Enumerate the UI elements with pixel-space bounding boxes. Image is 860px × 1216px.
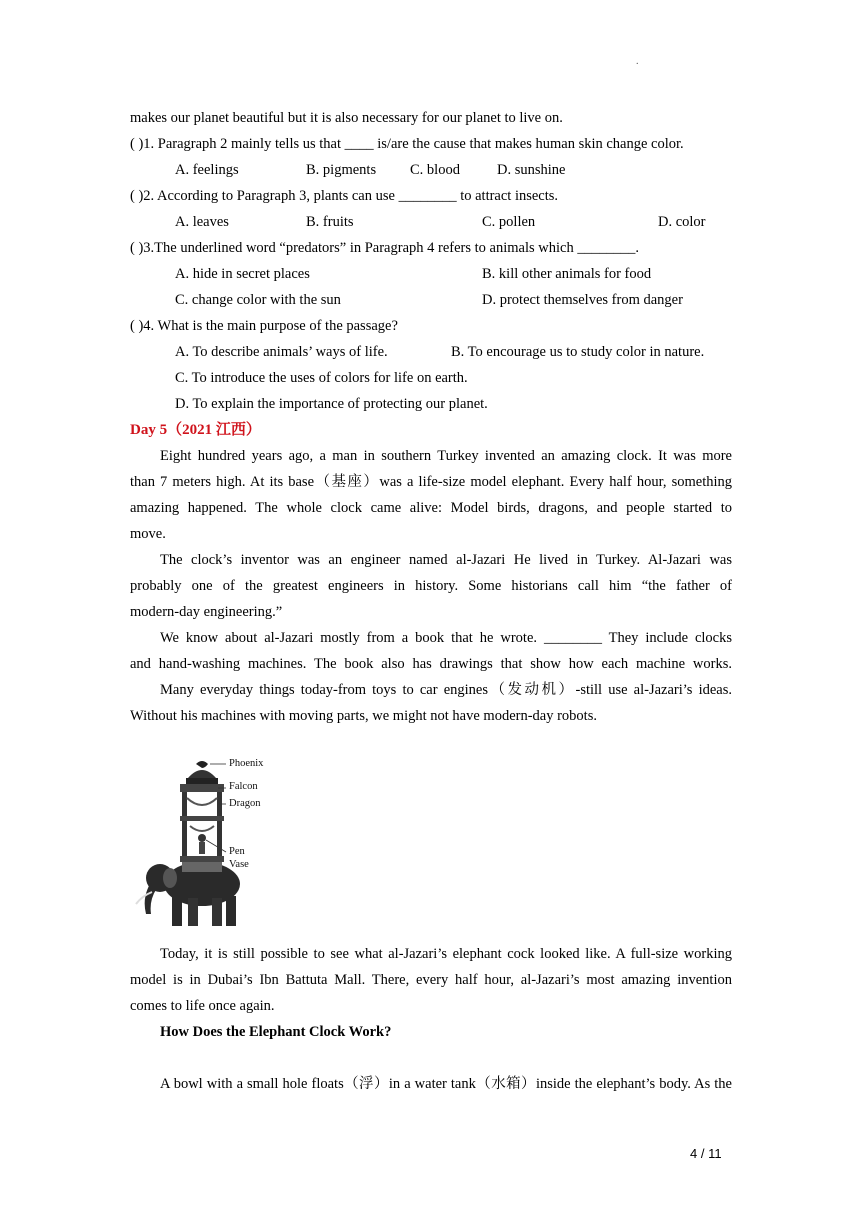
p5-line-2: model is in Dubai’s Ibn Battuta Mall. There, every half hour, al-Jazari’s most amazing invention <box>130 972 732 988</box>
p3-line-1: We know about al-Jazari mostly from a book that he wrote. ________ They include clocks <box>160 630 732 646</box>
elephant-clock-figure <box>130 756 280 936</box>
q3-option-c: C. change color with the sun <box>175 292 341 308</box>
q1-option-a: A. feelings <box>175 162 239 178</box>
figure-label-vase: Vase <box>229 859 249 870</box>
figure-label-phoenix: Phoenix <box>229 758 264 769</box>
p1-line-4: move. <box>130 526 166 542</box>
question-2-stem: ( )2. According to Paragraph 3, plants can use ________ to attract insects. <box>130 188 559 204</box>
q1-option-c: C. blood <box>410 162 460 178</box>
q1-option-b: B. pigments <box>306 162 377 178</box>
p5-line-3: comes to life once again. <box>130 998 275 1014</box>
section-subheading: How Does the Elephant Clock Work? <box>160 1024 392 1040</box>
q3-option-a: A. hide in secret places <box>175 266 310 282</box>
q4-option-d: D. To explain the importance of protecting our planet. <box>175 396 488 412</box>
intro-line: makes our planet beautiful but it is also necessary for our planet to live on. <box>130 110 563 126</box>
q2-option-b: B. fruits <box>306 214 354 230</box>
section-heading: Day 5（2021 江西） <box>130 422 261 438</box>
q2-option-a: A. leaves <box>175 214 229 230</box>
p1-line-2: than 7 meters high. At its base（基座）was a life-size model elephant. Every half hour, something <box>130 474 732 490</box>
q1-option-d: D. sunshine <box>497 162 566 178</box>
question-4-stem: ( )4. What is the main purpose of the passage? <box>130 318 398 334</box>
p6-line-1: A bowl with a small hole floats（浮）in a water tank（水箱）inside the elephant’s body. As the <box>160 1076 732 1092</box>
p1-line-1: Eight hundred years ago, a man in southern Turkey invented an amazing clock. It was more <box>160 448 732 464</box>
p4-line-1: Many everyday things today-from toys to car engines（发动机）-still use al-Jazari’s ideas. <box>160 682 732 698</box>
q2-option-c: C. pollen <box>482 214 536 230</box>
p4-line-2: Without his machines with moving parts, we might not have modern-day robots. <box>130 708 597 724</box>
header-mark: . <box>636 56 639 67</box>
question-3-stem: ( )3.The underlined word “predators” in Paragraph 4 refers to animals which ________. <box>130 240 639 256</box>
q3-option-d: D. protect themselves from danger <box>482 292 683 308</box>
p1-line-3: amazing happened. The whole clock came alive: Model birds, dragons, and people started to <box>130 500 732 516</box>
p5-line-1: Today, it is still possible to see what al-Jazari’s elephant cock looked like. A full-size working <box>160 946 732 962</box>
q4-option-b: B. To encourage us to study color in nature. <box>451 344 705 360</box>
p2-line-3: modern-day engineering.” <box>130 604 283 620</box>
q2-option-d: D. color <box>658 214 706 230</box>
figure-label-falcon: Falcon <box>229 781 258 792</box>
q3-option-b: B. kill other animals for food <box>482 266 652 282</box>
q4-option-c: C. To introduce the uses of colors for life on earth. <box>175 370 468 386</box>
question-1-stem: ( )1. Paragraph 2 mainly tells us that ____ is/are the cause that makes human skin change color. <box>130 136 684 152</box>
q4-option-a: A. To describe animals’ ways of life. <box>175 344 388 360</box>
figure-label-pen: Pen <box>229 846 245 857</box>
p2-line-2: probably one of the greatest engineers in history. Some historians call him “the father of <box>130 578 732 594</box>
figure-label-dragon: Dragon <box>229 798 261 809</box>
p3-line-2: and hand-washing machines. The book also has drawings that show how each machine works. <box>130 656 732 672</box>
p2-line-1: The clock’s inventor was an engineer named al-Jazari He lived in Turkey. Al-Jazari was <box>160 552 732 568</box>
page-number: 4 / 11 <box>690 1146 722 1161</box>
